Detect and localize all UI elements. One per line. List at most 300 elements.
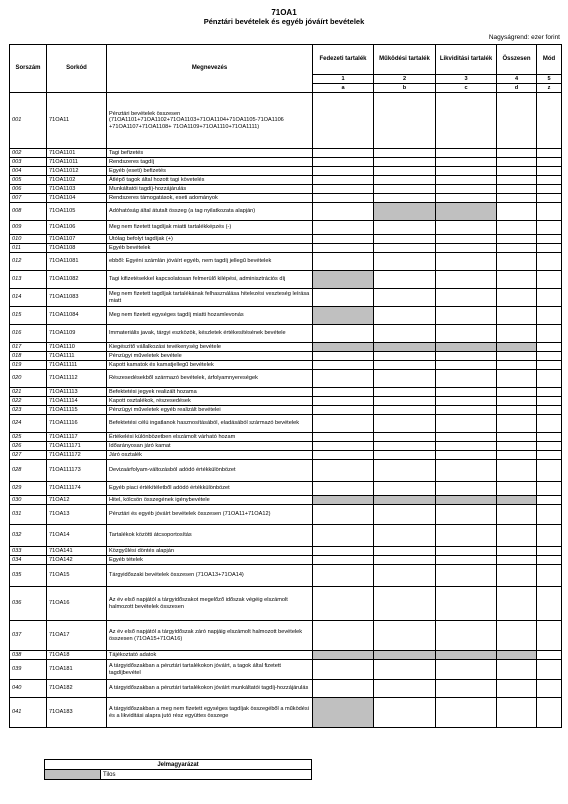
value-cell-b	[374, 167, 436, 176]
value-cell-d	[497, 680, 537, 698]
row-megnevezes: Részesedésekből származó bevételek, árfolyamnyereségek	[107, 370, 313, 388]
value-cell-z	[537, 556, 562, 565]
row-sorkod: 71OA12	[47, 496, 107, 505]
value-cell-d	[497, 271, 537, 289]
value-cell-a	[313, 406, 374, 415]
value-cell-c	[436, 621, 497, 651]
value-cell-c	[436, 433, 497, 442]
value-cell-c	[436, 482, 497, 496]
value-cell-a	[313, 451, 374, 460]
table-row	[10, 621, 562, 651]
value-cell-d	[497, 253, 537, 271]
row-megnevezes: Munkáltatói tagdíj-hozzájárulás	[107, 185, 313, 194]
row-sorszam: 011	[10, 244, 47, 253]
value-cell-b	[374, 406, 436, 415]
row-megnevezes: Befektetési jegyek realizált hozama	[107, 388, 313, 397]
row-sorkod: 71OA1101	[47, 149, 107, 158]
row-sorszam: 006	[10, 185, 47, 194]
value-cell-b	[374, 149, 436, 158]
value-cell-b	[374, 221, 436, 235]
value-cell-b	[374, 565, 436, 587]
legend-title: Jelmagyarázat	[45, 760, 312, 770]
value-cell-a	[313, 289, 374, 307]
row-sorszam: 002	[10, 149, 47, 158]
row-sorkod: 71OA111171	[47, 442, 107, 451]
table-row	[10, 556, 562, 565]
value-cell-d	[497, 325, 537, 343]
row-sorszam: 005	[10, 176, 47, 185]
value-cell-z	[537, 660, 562, 680]
header-col-c: Likviditási tartalék	[436, 45, 497, 75]
value-cell-a	[313, 167, 374, 176]
value-cell-z	[537, 203, 562, 221]
value-cell-c	[436, 176, 497, 185]
value-cell-a	[313, 352, 374, 361]
table-row	[10, 415, 562, 433]
value-cell-d	[497, 397, 537, 406]
value-cell-c	[436, 194, 497, 203]
value-cell-c	[436, 587, 497, 621]
value-cell-z	[537, 525, 562, 547]
row-sorszam: 020	[10, 370, 47, 388]
row-sorszam: 038	[10, 651, 47, 660]
header-megnevezes: Megnevezés	[107, 45, 313, 93]
table-row	[10, 253, 562, 271]
col-letter-a: a	[313, 84, 374, 93]
value-cell-d	[497, 167, 537, 176]
value-cell-b	[374, 433, 436, 442]
row-sorszam: 026	[10, 442, 47, 451]
row-sorkod: 71OA11115	[47, 406, 107, 415]
value-cell-b	[374, 556, 436, 565]
value-cell-z	[537, 93, 562, 149]
row-sorszam: 029	[10, 482, 47, 496]
value-cell-c	[436, 203, 497, 221]
value-cell-a	[313, 244, 374, 253]
value-cell-a	[313, 565, 374, 587]
value-cell-a	[313, 556, 374, 565]
table-row	[10, 167, 562, 176]
row-sorszam: 023	[10, 406, 47, 415]
table-row	[10, 307, 562, 325]
row-sorszam: 014	[10, 289, 47, 307]
value-cell-d	[497, 388, 537, 397]
table-row	[10, 547, 562, 556]
row-sorkod: 71OA1106	[47, 221, 107, 235]
row-megnevezes: Időarányosan járó kamat	[107, 442, 313, 451]
legend-grey-label: Tilos	[101, 770, 312, 780]
value-cell-z	[537, 698, 562, 728]
value-cell-b	[374, 194, 436, 203]
row-megnevezes: Kapott osztalékok, részesedések	[107, 397, 313, 406]
row-megnevezes: Pénzügyi műveletek bevétele	[107, 352, 313, 361]
row-sorszam: 012	[10, 253, 47, 271]
col-letter-z: z	[537, 84, 562, 93]
row-sorkod: 71OA11113	[47, 388, 107, 397]
value-cell-c	[436, 547, 497, 556]
value-cell-a	[313, 442, 374, 451]
row-sorkod: 71OA11111	[47, 361, 107, 370]
value-cell-d	[497, 621, 537, 651]
table-row	[10, 482, 562, 496]
row-megnevezes: Közgyűlési döntés alapján	[107, 547, 313, 556]
table-row	[10, 397, 562, 406]
row-megnevezes: ebből: Egyéni számlán jóváírt egyéb, nem tagdíj jellegű bevételek	[107, 253, 313, 271]
row-megnevezes: Meg nem fizetett tagdíjak tartalékának felhasználása hitelezési veszteség leírása miatt	[107, 289, 313, 307]
row-sorszam: 041	[10, 698, 47, 728]
table-row	[10, 325, 562, 343]
value-cell-d	[497, 93, 537, 149]
value-cell-a	[313, 194, 374, 203]
value-cell-d	[497, 415, 537, 433]
row-sorkod: 71OA1105	[47, 203, 107, 221]
value-cell-a	[313, 325, 374, 343]
row-sorszam: 030	[10, 496, 47, 505]
value-cell-z	[537, 496, 562, 505]
row-sorszam: 016	[10, 325, 47, 343]
value-cell-c	[436, 352, 497, 361]
table-row	[10, 433, 562, 442]
row-sorkod: 71OA111174	[47, 482, 107, 496]
value-cell-a	[313, 587, 374, 621]
row-sorszam: 031	[10, 505, 47, 525]
row-megnevezes: Devizaárfolyam-változásból adódó értékkülönbözet	[107, 460, 313, 482]
row-sorszam: 003	[10, 158, 47, 167]
value-cell-d	[497, 203, 537, 221]
report-title: Pénztári bevételek és egyéb jóváírt bevételek	[203, 17, 365, 26]
row-sorkod: 71OA182	[47, 680, 107, 698]
value-cell-c	[436, 325, 497, 343]
value-cell-a	[313, 388, 374, 397]
value-cell-d	[497, 451, 537, 460]
value-cell-d	[497, 194, 537, 203]
value-cell-d	[497, 352, 537, 361]
value-cell-a	[313, 482, 374, 496]
value-cell-b	[374, 621, 436, 651]
col-num-5: 5	[537, 75, 562, 84]
row-megnevezes: Immateriális javak, tárgyi eszközök, készletek értékesítésének bevétele	[107, 325, 313, 343]
row-sorkod: 71OA14	[47, 525, 107, 547]
value-cell-a	[313, 505, 374, 525]
row-megnevezes: A tárgyidőszakban a pénztári tartalékokon jóváírt, a tagok által fizetett tagdíjbevétel	[107, 660, 313, 680]
row-megnevezes: Tagi kifizetésekkel kapcsolatosan felmerülő kilépési, adminisztrációs díj	[107, 271, 313, 289]
row-sorkod: 71OA11112	[47, 370, 107, 388]
row-sorszam: 040	[10, 680, 47, 698]
row-sorszam: 017	[10, 343, 47, 352]
value-cell-b	[374, 415, 436, 433]
table-row	[10, 235, 562, 244]
value-cell-a	[313, 621, 374, 651]
value-cell-d	[497, 651, 537, 660]
col-num-3: 3	[436, 75, 497, 84]
table-row	[10, 388, 562, 397]
row-megnevezes: A tárgyidőszakban a meg nem fizetett egységes tagdíjak összegéből a működési és a likviditási alapra jutó rész együttes összege	[107, 698, 313, 728]
header-sorszam: Sorszám	[10, 45, 47, 93]
row-megnevezes: Járó osztalék	[107, 451, 313, 460]
value-cell-a	[313, 460, 374, 482]
row-megnevezes: Kiegészítő vállalkozási tevékenység bevétele	[107, 343, 313, 352]
value-cell-z	[537, 651, 562, 660]
value-cell-z	[537, 244, 562, 253]
row-sorkod: 71OA11083	[47, 289, 107, 307]
value-cell-z	[537, 451, 562, 460]
value-cell-z	[537, 433, 562, 442]
row-sorkod: 71OA1107	[47, 235, 107, 244]
table-row	[10, 158, 562, 167]
row-megnevezes: Meg nem fizetett egységes tagdíj miatti hozamlevonás	[107, 307, 313, 325]
value-cell-c	[436, 221, 497, 235]
row-megnevezes: Befektetési célú ingatlanok hasznosításából, eladásából származó bevételek	[107, 415, 313, 433]
row-megnevezes: Kapott kamatok és kamatjellegű bevételek	[107, 361, 313, 370]
value-cell-z	[537, 221, 562, 235]
value-cell-z	[537, 307, 562, 325]
row-sorkod: 71OA142	[47, 556, 107, 565]
row-sorszam: 010	[10, 235, 47, 244]
value-cell-b	[374, 289, 436, 307]
value-cell-b	[374, 176, 436, 185]
unit-label: Nagyságrend: ezer forint	[488, 34, 560, 41]
value-cell-z	[537, 361, 562, 370]
row-megnevezes: Tárgyidőszaki bevételek összesen (71OA13+71OA14)	[107, 565, 313, 587]
value-cell-a	[313, 93, 374, 149]
value-cell-c	[436, 307, 497, 325]
value-cell-z	[537, 621, 562, 651]
row-sorszam: 021	[10, 388, 47, 397]
table-row	[10, 343, 562, 352]
table-row	[10, 525, 562, 547]
value-cell-b	[374, 203, 436, 221]
row-sorszam: 025	[10, 433, 47, 442]
row-megnevezes: Átlépő tagok által hozott tagi követelés	[107, 176, 313, 185]
value-cell-a	[313, 525, 374, 547]
row-sorszam: 022	[10, 397, 47, 406]
value-cell-z	[537, 289, 562, 307]
col-num-1: 1	[313, 75, 374, 84]
value-cell-b	[374, 244, 436, 253]
value-cell-c	[436, 289, 497, 307]
value-cell-b	[374, 587, 436, 621]
value-cell-c	[436, 149, 497, 158]
value-cell-z	[537, 194, 562, 203]
value-cell-a	[313, 370, 374, 388]
table-row	[10, 451, 562, 460]
value-cell-a	[313, 176, 374, 185]
row-megnevezes: Egyéb bevételek	[107, 244, 313, 253]
table-row	[10, 176, 562, 185]
value-cell-c	[436, 397, 497, 406]
row-megnevezes: Pénztári és egyéb jóváírt bevételek összesen (71OA11+71OA12)	[107, 505, 313, 525]
value-cell-c	[436, 167, 497, 176]
value-cell-c	[436, 525, 497, 547]
value-cell-z	[537, 505, 562, 525]
value-cell-d	[497, 547, 537, 556]
row-megnevezes: Rendszeres tagdíj	[107, 158, 313, 167]
row-sorkod: 71OA1109	[47, 325, 107, 343]
value-cell-a	[313, 496, 374, 505]
table-row	[10, 651, 562, 660]
table-row	[10, 185, 562, 194]
row-sorszam: 009	[10, 221, 47, 235]
table-row	[10, 271, 562, 289]
table-row	[10, 370, 562, 388]
value-cell-a	[313, 660, 374, 680]
row-sorkod: 71OA13	[47, 505, 107, 525]
row-sorkod: 71OA183	[47, 698, 107, 728]
row-sorszam: 018	[10, 352, 47, 361]
table-row	[10, 587, 562, 621]
value-cell-c	[436, 505, 497, 525]
col-num-2: 2	[374, 75, 436, 84]
header-col-b: Működési tartalék	[374, 45, 436, 75]
value-cell-d	[497, 482, 537, 496]
legend-table	[44, 759, 312, 780]
value-cell-b	[374, 158, 436, 167]
value-cell-d	[497, 370, 537, 388]
value-cell-c	[436, 460, 497, 482]
col-letter-d: d	[497, 84, 537, 93]
legend-grey-swatch	[45, 770, 101, 780]
row-sorkod: 71OA11	[47, 93, 107, 149]
table-body	[10, 93, 562, 728]
header-col-z: Mód	[537, 45, 562, 75]
value-cell-a	[313, 343, 374, 352]
value-cell-c	[436, 556, 497, 565]
value-cell-z	[537, 158, 562, 167]
table-row	[10, 203, 562, 221]
row-sorszam: 034	[10, 556, 47, 565]
row-sorkod: 71OA11011	[47, 158, 107, 167]
table-row	[10, 149, 562, 158]
value-cell-b	[374, 525, 436, 547]
value-cell-c	[436, 235, 497, 244]
value-cell-c	[436, 651, 497, 660]
value-cell-z	[537, 235, 562, 244]
row-megnevezes: A tárgyidőszakban a pénztári tartalékokon jóváírt munkáltatói tagdíj-hozzájárulás	[107, 680, 313, 698]
table-row	[10, 361, 562, 370]
value-cell-z	[537, 565, 562, 587]
value-cell-a	[313, 235, 374, 244]
col-letter-b: b	[374, 84, 436, 93]
value-cell-b	[374, 235, 436, 244]
row-sorszam: 037	[10, 621, 47, 651]
value-cell-b	[374, 460, 436, 482]
value-cell-a	[313, 149, 374, 158]
value-cell-a	[313, 185, 374, 194]
value-cell-z	[537, 185, 562, 194]
value-cell-b	[374, 343, 436, 352]
row-sorkod: 71OA17	[47, 621, 107, 651]
row-sorkod: 71OA11082	[47, 271, 107, 289]
row-sorszam: 019	[10, 361, 47, 370]
row-megnevezes: Hitel, kölcsön összegének igénybevétele	[107, 496, 313, 505]
value-cell-d	[497, 185, 537, 194]
table-row	[10, 505, 562, 525]
value-cell-d	[497, 556, 537, 565]
row-sorkod: 71OA11084	[47, 307, 107, 325]
row-sorszam: 013	[10, 271, 47, 289]
value-cell-c	[436, 271, 497, 289]
value-cell-b	[374, 451, 436, 460]
value-cell-z	[537, 253, 562, 271]
value-cell-a	[313, 307, 374, 325]
row-sorszam: 027	[10, 451, 47, 460]
value-cell-c	[436, 343, 497, 352]
row-sorszam: 033	[10, 547, 47, 556]
value-cell-d	[497, 460, 537, 482]
value-cell-z	[537, 397, 562, 406]
row-sorkod: 71OA15	[47, 565, 107, 587]
value-cell-d	[497, 496, 537, 505]
value-cell-d	[497, 505, 537, 525]
row-sorkod: 71OA1104	[47, 194, 107, 203]
value-cell-a	[313, 433, 374, 442]
value-cell-a	[313, 651, 374, 660]
row-sorkod: 71OA11012	[47, 167, 107, 176]
report-code: 71OA1	[271, 8, 297, 17]
value-cell-d	[497, 698, 537, 728]
row-sorkod: 71OA1103	[47, 185, 107, 194]
value-cell-a	[313, 680, 374, 698]
table-row	[10, 442, 562, 451]
value-cell-d	[497, 660, 537, 680]
value-cell-b	[374, 253, 436, 271]
table-row	[10, 221, 562, 235]
value-cell-c	[436, 244, 497, 253]
row-megnevezes: Az év első napjától a tárgyidőszakot megelőző időszak végéig elszámolt halmozott bevételek összesen	[107, 587, 313, 621]
row-megnevezes: Egyéb (eseti) befizetés	[107, 167, 313, 176]
row-sorkod: 71OA141	[47, 547, 107, 556]
table-row	[10, 244, 562, 253]
value-cell-d	[497, 221, 537, 235]
row-sorkod: 71OA1108	[47, 244, 107, 253]
row-sorkod: 71OA16	[47, 587, 107, 621]
value-cell-c	[436, 388, 497, 397]
value-cell-z	[537, 680, 562, 698]
value-cell-b	[374, 388, 436, 397]
row-sorszam: 004	[10, 167, 47, 176]
value-cell-d	[497, 307, 537, 325]
value-cell-c	[436, 93, 497, 149]
value-cell-b	[374, 651, 436, 660]
value-cell-b	[374, 307, 436, 325]
value-cell-d	[497, 244, 537, 253]
row-sorkod: 71OA11114	[47, 397, 107, 406]
value-cell-b	[374, 185, 436, 194]
value-cell-z	[537, 271, 562, 289]
row-megnevezes: Utólag befolyt tagdíjak (+)	[107, 235, 313, 244]
value-cell-z	[537, 547, 562, 556]
value-cell-b	[374, 370, 436, 388]
row-sorkod: 71OA1102	[47, 176, 107, 185]
value-cell-c	[436, 660, 497, 680]
value-cell-b	[374, 352, 436, 361]
value-cell-z	[537, 388, 562, 397]
value-cell-b	[374, 361, 436, 370]
value-cell-z	[537, 343, 562, 352]
row-sorszam: 036	[10, 587, 47, 621]
row-sorszam: 024	[10, 415, 47, 433]
row-sorszam: 015	[10, 307, 47, 325]
value-cell-c	[436, 253, 497, 271]
table-row	[10, 93, 562, 149]
value-cell-z	[537, 167, 562, 176]
value-cell-z	[537, 325, 562, 343]
row-megnevezes: Tartalékok közötti átcsoportosítás	[107, 525, 313, 547]
value-cell-c	[436, 158, 497, 167]
header-col-d: Összesen	[497, 45, 537, 75]
row-sorszam: 028	[10, 460, 47, 482]
row-megnevezes: Az év első napjától a tárgyidőszak záró napjáig elszámolt halmozott bevételek összesen (71OA15+71OA16)	[107, 621, 313, 651]
